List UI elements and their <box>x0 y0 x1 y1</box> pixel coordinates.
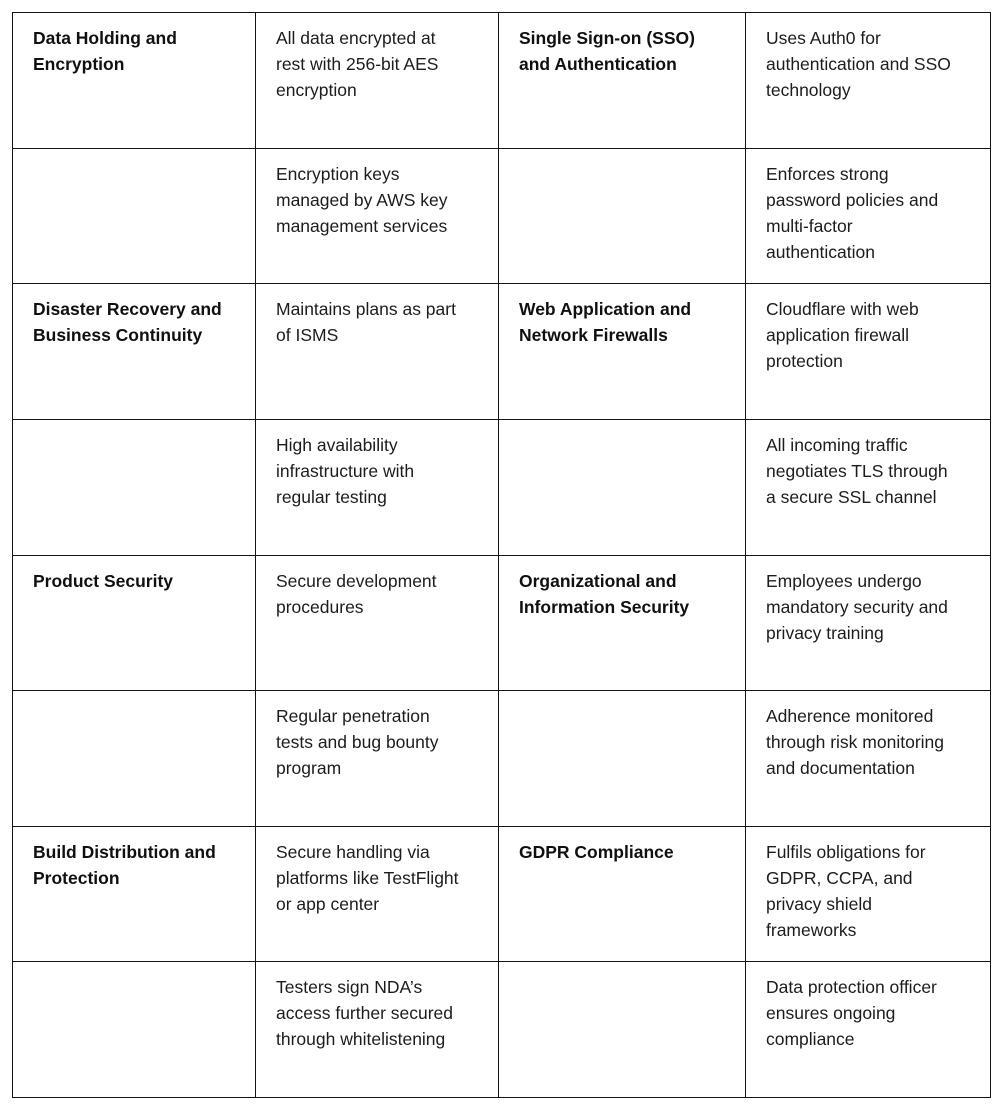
detail-cell: Enforces strong password policies and multi-factor authentication <box>746 148 991 284</box>
detail-cell: Encryption keys managed by AWS key management services <box>256 148 499 284</box>
detail-cell: Uses Auth0 for authentication and SSO technology <box>746 13 991 149</box>
detail-cell: Cloudflare with web application firewall protection <box>746 284 991 420</box>
category-cell: Web Application and Network Firewalls <box>499 284 746 420</box>
detail-cell: High availability infrastructure with regular testing <box>256 419 499 555</box>
detail-cell: Fulfils obligations for GDPR, CCPA, and privacy shield frameworks <box>746 826 991 962</box>
table-row <box>13 826 991 962</box>
category-cell <box>499 691 746 827</box>
category-cell: Organizational and Information Security <box>499 555 746 691</box>
detail-cell: Testers sign NDA’s access further secured through whitelistening <box>256 962 499 1098</box>
category-cell: Disaster Recovery and Business Continuity <box>13 284 256 420</box>
category-cell: Product Security <box>13 555 256 691</box>
detail-cell: Secure development procedures <box>256 555 499 691</box>
category-cell <box>13 148 256 284</box>
table-row <box>13 13 991 149</box>
detail-cell: Adherence monitored through risk monitoring and documentation <box>746 691 991 827</box>
table-row <box>13 284 991 420</box>
category-cell: Build Distribution and Protection <box>13 826 256 962</box>
security-table <box>12 12 991 1098</box>
table-row <box>13 555 991 691</box>
category-cell <box>499 962 746 1098</box>
category-cell: Data Holding and Encryption <box>13 13 256 149</box>
category-cell: Single Sign-on (SSO) and Authentication <box>499 13 746 149</box>
table-row <box>13 691 991 827</box>
category-cell <box>13 691 256 827</box>
detail-cell: Regular penetration tests and bug bounty program <box>256 691 499 827</box>
category-cell <box>499 148 746 284</box>
category-cell <box>13 419 256 555</box>
category-cell <box>499 419 746 555</box>
table-row <box>13 148 991 284</box>
detail-cell: Employees undergo mandatory security and privacy training <box>746 555 991 691</box>
detail-cell: Data protection officer ensures ongoing compliance <box>746 962 991 1098</box>
category-cell <box>13 962 256 1098</box>
category-cell: GDPR Compliance <box>499 826 746 962</box>
detail-cell: Secure handling via platforms like TestFlight or app center <box>256 826 499 962</box>
detail-cell: Maintains plans as part of ISMS <box>256 284 499 420</box>
table-row <box>13 419 991 555</box>
detail-cell: All incoming traffic negotiates TLS through a secure SSL channel <box>746 419 991 555</box>
table-row <box>13 962 991 1098</box>
detail-cell: All data encrypted at rest with 256-bit AES encryption <box>256 13 499 149</box>
